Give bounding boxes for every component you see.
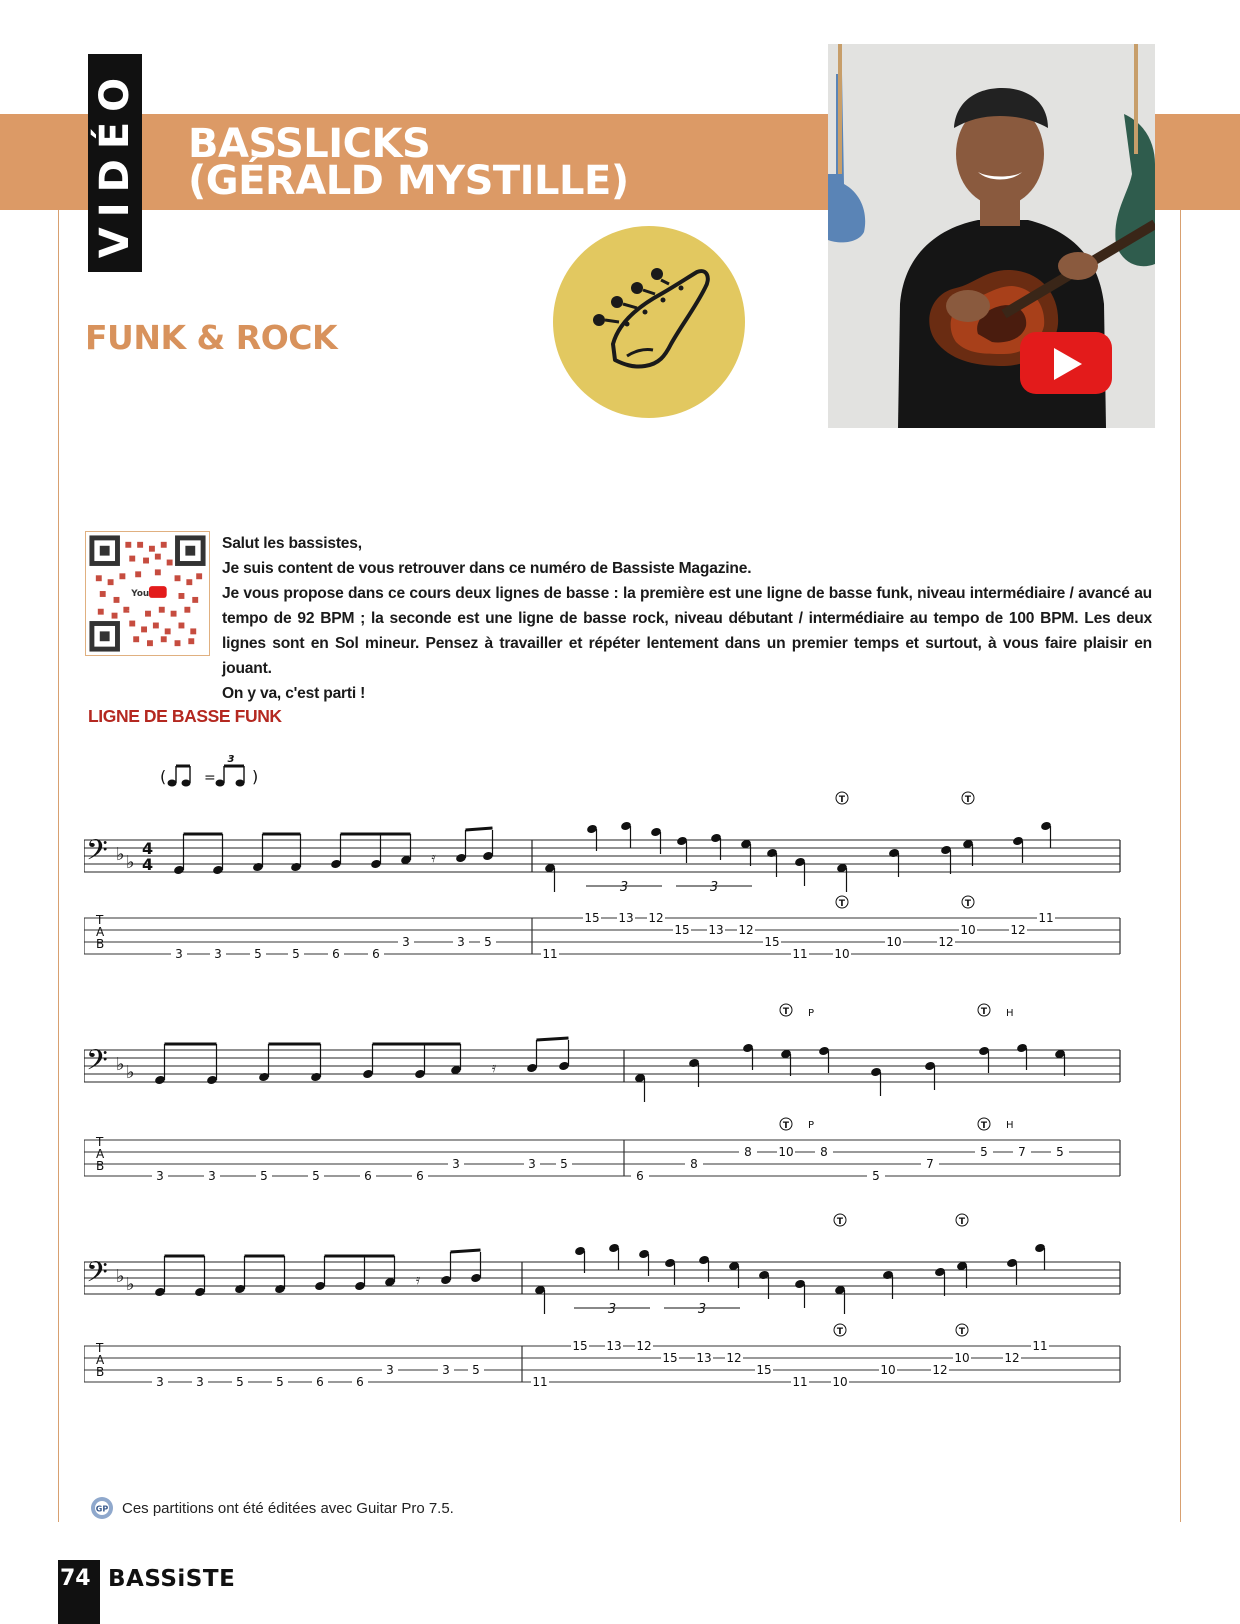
tab-number: 5: [872, 1169, 880, 1183]
thumb-mark-label: T: [782, 1121, 790, 1131]
tab-number: 12: [636, 1339, 652, 1353]
tab-number: 5: [236, 1375, 244, 1389]
tab-number: 15: [756, 1363, 772, 1377]
right-rule: [1180, 210, 1181, 1522]
tab-letter-A: A: [96, 1147, 105, 1161]
video-tab-label: VIDÉO: [92, 67, 138, 259]
tab-number: 15: [572, 1339, 588, 1353]
section-label: LIGNE DE BASSE FUNK: [88, 706, 282, 726]
tab-number: 12: [1004, 1351, 1020, 1365]
tab-number: 10: [778, 1145, 794, 1159]
intro-greeting: Salut les bassistes,: [222, 535, 362, 552]
tab-number: 8: [744, 1145, 752, 1159]
tab-number: 13: [606, 1339, 622, 1353]
tab-number: 5: [560, 1157, 568, 1171]
flat-sign: ♭: [126, 1274, 135, 1295]
thumb-mark-label: T: [980, 1007, 988, 1017]
tab-number: 10: [880, 1363, 896, 1377]
intro-text: [222, 531, 1152, 706]
tab-number: 12: [648, 911, 664, 925]
tab-number: 3: [528, 1157, 536, 1171]
tab-letter-T: T: [96, 1135, 104, 1149]
tab-number: 11: [532, 1375, 548, 1389]
tab-number: 3: [457, 935, 465, 949]
swing-equals: =: [204, 770, 216, 786]
tab-number: 10: [954, 1351, 970, 1365]
tab-number: 11: [792, 1375, 808, 1389]
page-number: 74: [60, 1566, 91, 1591]
youtube-play-icon[interactable]: [1020, 332, 1112, 394]
triplet-number: 3: [697, 1302, 707, 1317]
page-title: [188, 121, 629, 204]
tab-number: 5: [292, 947, 300, 961]
flat-sign: ♭: [126, 1062, 135, 1083]
bass-clef-icon: 𝄢: [86, 1256, 108, 1296]
tab-number: 13: [618, 911, 634, 925]
swing-close-paren: ): [252, 767, 259, 786]
tab-letter-B: B: [96, 1159, 105, 1173]
tab-letter-A: A: [96, 925, 105, 939]
technique-mark: H: [1006, 1120, 1014, 1131]
tab-number: 15: [662, 1351, 678, 1365]
tab-number: 11: [542, 947, 558, 961]
time-signature-top: 4: [142, 839, 154, 858]
rest-sign: 𝄿: [491, 1060, 497, 1076]
tab-number: 3: [156, 1169, 164, 1183]
tab-letter-T: T: [96, 1341, 104, 1355]
tab-number: 3: [452, 1157, 460, 1171]
note-beam: [537, 1038, 569, 1040]
tab-number: 12: [726, 1351, 742, 1365]
thumb-mark-label: T: [958, 1327, 966, 1337]
tab-number: 3: [175, 947, 183, 961]
bass-score: [84, 752, 1160, 1452]
tab-letter-B: B: [96, 1365, 105, 1379]
tab-number: 10: [832, 1375, 848, 1389]
qr-code-icon[interactable]: [85, 531, 210, 656]
note-beam: [466, 828, 493, 830]
intro-line-2: Je suis content de vous retrouver dans ce numéro de Bassiste Magazine.: [222, 560, 752, 577]
flat-sign: ♭: [116, 1266, 125, 1287]
tab-number: 5: [472, 1363, 480, 1377]
footnote: [90, 1496, 454, 1520]
instructor-photo: [828, 44, 1155, 428]
tab-number: 5: [260, 1169, 268, 1183]
tab-number: 8: [690, 1157, 698, 1171]
qr-youtube-badge: YouTube: [127, 610, 132, 612]
tab-number: 6: [636, 1169, 644, 1183]
thumb-mark-label: T: [782, 1007, 790, 1017]
tab-number: 10: [886, 935, 902, 949]
tab-number: 11: [1032, 1339, 1048, 1353]
time-signature-bottom: 4: [142, 855, 154, 874]
tab-number: 12: [938, 935, 954, 949]
svg-text:You: You: [131, 588, 150, 599]
page-subtitle: FUNK & ROCK: [85, 318, 338, 357]
swing-note-b: [182, 780, 191, 787]
tab-number: 12: [1010, 923, 1026, 937]
rest-sign: 𝄿: [415, 1272, 421, 1288]
tab-number: 5: [484, 935, 492, 949]
tab-number: 3: [208, 1169, 216, 1183]
tab-number: 13: [696, 1351, 712, 1365]
tab-number: 3: [386, 1363, 394, 1377]
guitar-pro-icon: [90, 1496, 114, 1520]
magazine-brand: BASSiSTE: [108, 1566, 236, 1592]
tab-number: 5: [980, 1145, 988, 1159]
swing-triplet-number: 3: [227, 754, 235, 765]
flat-sign: ♭: [116, 844, 125, 865]
tab-number: 5: [254, 947, 262, 961]
tab-number: 6: [372, 947, 380, 961]
triplet-number: 3: [709, 880, 719, 895]
swing-note-a: [168, 780, 177, 787]
thumb-mark-label: T: [838, 795, 846, 805]
tab-number: 15: [674, 923, 690, 937]
title-line-1: BASSLICKS: [188, 121, 431, 167]
technique-mark: P: [808, 1120, 815, 1131]
intro-closing: On y va, c'est parti !: [222, 685, 366, 702]
swing-note-d: [236, 780, 245, 787]
tab-number: 15: [584, 911, 600, 925]
tab-number: 6: [356, 1375, 364, 1389]
intro-paragraph: Je vous propose dans ce cours deux lignes de basse : la première est une ligne de basse funk, niveau intermédiaire / avancé au tempo de 92 BPM ; la seconde est une ligne de basse rock, niveau débutant / intermédiaire au tempo de 100 BPM. Les deux lignes sont en Sol mineur. Pensez à travailler et répéter lentement dans un premier temps et surtout, à vous faire plaisir en jouant.: [222, 585, 1152, 677]
bass-clef-icon: 𝄢: [86, 834, 108, 874]
tab-number: 8: [820, 1145, 828, 1159]
tab-letter-A: A: [96, 1353, 105, 1367]
tab-number: 3: [442, 1363, 450, 1377]
tab-number: 3: [156, 1375, 164, 1389]
tab-number: 3: [196, 1375, 204, 1389]
tab-number: 12: [738, 923, 754, 937]
tab-number: 7: [1018, 1145, 1026, 1159]
rest-sign: 𝄿: [431, 850, 436, 866]
title-line-2: (GÉRALD MYSTILLE): [188, 158, 629, 204]
svg-text:GP: GP: [95, 1504, 109, 1514]
footnote-text: Ces partitions ont été éditées avec Guitar Pro 7.5.: [122, 1499, 454, 1517]
technique-mark: P: [808, 1008, 815, 1019]
tab-number: 15: [764, 935, 780, 949]
tab-letter-T: T: [96, 913, 104, 927]
tab-number: 3: [402, 935, 410, 949]
tab-number: 3: [214, 947, 222, 961]
swing-note-c: [216, 780, 225, 787]
tab-number: 5: [312, 1169, 320, 1183]
technique-mark: H: [1006, 1008, 1014, 1019]
tab-number: 6: [332, 947, 340, 961]
tab-letter-B: B: [96, 937, 105, 951]
tab-number: 5: [1056, 1145, 1064, 1159]
tab-number: 6: [364, 1169, 372, 1183]
flat-sign: ♭: [116, 1054, 125, 1075]
tab-number: 11: [792, 947, 808, 961]
thumb-mark-label: T: [836, 1217, 844, 1227]
tab-number: 13: [708, 923, 724, 937]
tab-number: 7: [926, 1157, 934, 1171]
bass-headstock-icon: [553, 226, 745, 418]
thumb-mark-label: T: [958, 1217, 966, 1227]
video-tab: [88, 54, 142, 272]
tab-number: 5: [276, 1375, 284, 1389]
swing-open-paren: (: [160, 767, 167, 786]
left-rule: [58, 210, 59, 1522]
triplet-number: 3: [607, 1302, 617, 1317]
thumb-mark-label: T: [964, 795, 972, 805]
tab-number: 10: [834, 947, 850, 961]
thumb-mark-label: T: [980, 1121, 988, 1131]
triplet-number: 3: [619, 880, 629, 895]
tab-number: 12: [932, 1363, 948, 1377]
tab-number: 6: [416, 1169, 424, 1183]
thumb-mark-label: T: [838, 899, 846, 909]
note-beam: [451, 1250, 481, 1252]
tab-number: 6: [316, 1375, 324, 1389]
tab-number: 10: [960, 923, 976, 937]
flat-sign: ♭: [126, 852, 135, 873]
thumb-mark-label: T: [964, 899, 972, 909]
tab-number: 11: [1038, 911, 1054, 925]
thumb-mark-label: T: [836, 1327, 844, 1337]
bass-clef-icon: 𝄢: [86, 1044, 108, 1084]
